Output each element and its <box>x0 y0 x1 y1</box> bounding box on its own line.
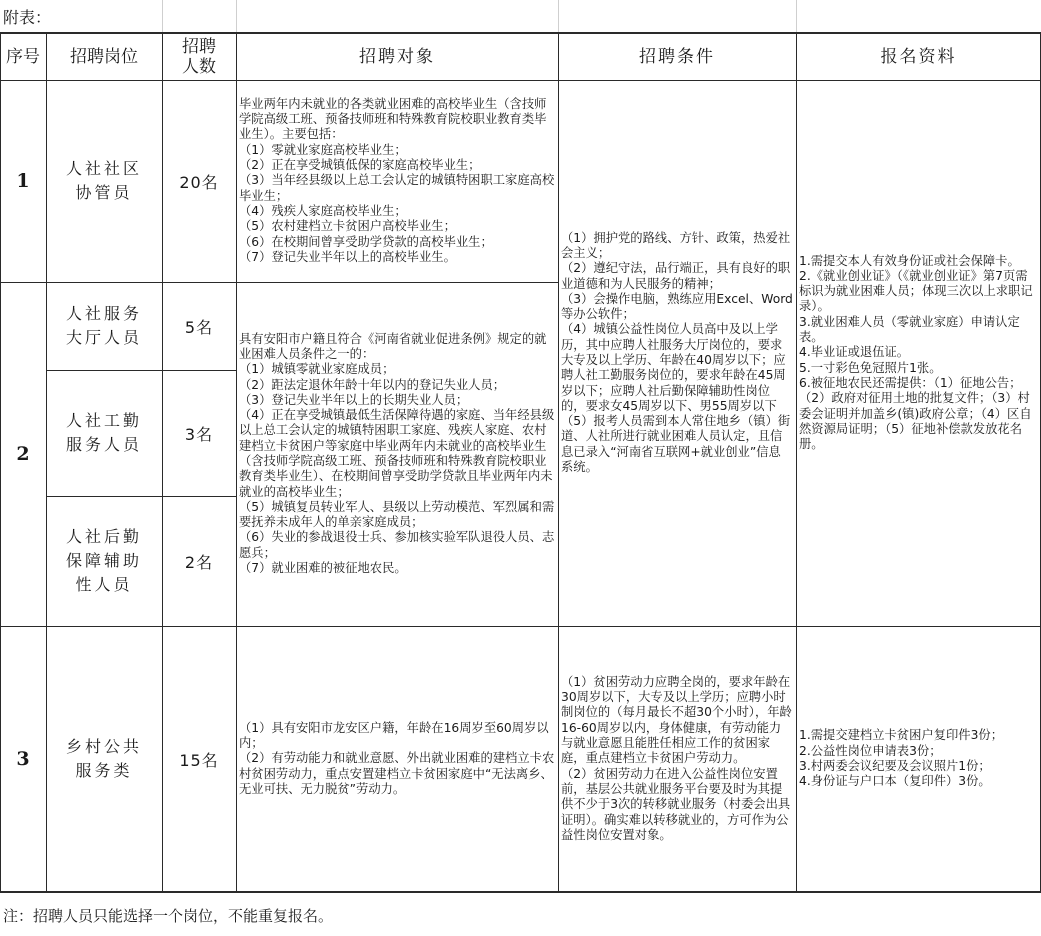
row-1-seq: 1 <box>16 170 30 192</box>
row-2c-count: 2名 <box>184 552 214 572</box>
table-border-bottom <box>0 891 1041 893</box>
row-3-seq: 3 <box>16 748 30 770</box>
row-1-position: 人社社区协管员 <box>65 159 142 202</box>
column-divider <box>46 33 47 892</box>
header-conditions: 招聘条件 <box>639 46 715 67</box>
table-heading: 附表： <box>3 8 52 27</box>
conditions-rows-1-2 <box>558 80 796 626</box>
header-materials: 报名资料 <box>880 46 957 67</box>
row-divider <box>46 496 236 497</box>
row-2-seq: 2 <box>16 443 30 465</box>
column-divider <box>796 33 797 892</box>
row-3-conditions-text: （1）贫困劳动力应聘全岗的，要求年龄在30周岁以下，大专及以上学历；应聘小时制岗位的（每月最长不超30个小时），年龄16-60周岁以内，身体健康，有劳动能力与就业意愿且能胜任相应工作的贫困家庭，重点建档立卡贫困户劳动力。 （2）贫困劳动力在进入公益性岗位安置前，基层公共就业服务平台要及时为其提供不少于3次的转移就业服务（村委会出具证明）。确实难以转移就业的，方可作为公益性岗位安置对象。 <box>561 674 792 842</box>
row-2-target <box>236 282 558 626</box>
row-2b-count: 3名 <box>184 424 214 444</box>
row-2a-position: 人社服务大厅人员 <box>65 304 142 347</box>
row-2c-position: 人社后勤保障辅助性人员 <box>65 527 142 594</box>
title-gridline <box>162 0 163 33</box>
header-target: 招聘对象 <box>359 46 435 67</box>
footnote: 注：招聘人员只能选择一个岗位，不能重复报名。 <box>3 907 334 925</box>
column-divider <box>558 33 559 892</box>
row-3-target-text: （1）具有安阳市龙安区户籍，年龄在16周岁至60周岁以内； （2）有劳动能力和就业意愿、外出就业困难的建档立卡农村贫困劳动力，重点安置建档立卡贫困家庭中“无法离乡、无业可扶、无力脱贫”劳动力。 <box>239 720 555 796</box>
title-gridline <box>236 0 237 33</box>
row-3-target <box>236 626 558 892</box>
row-3-position: 乡村公共服务类 <box>65 737 142 780</box>
table-border-left <box>0 33 1 892</box>
row-3-materials <box>796 626 1041 892</box>
materials-rows-1-2 <box>796 80 1041 626</box>
column-divider <box>162 33 163 892</box>
header-divider <box>0 80 1041 81</box>
row-2-target-text: 具有安阳市户籍且符合《河南省就业促进条例》规定的就业困难人员条件之一的： （1）城镇零就业家庭成员； （2）距法定退休年龄十年以内的登记失业人员； （3）登记失业半年以上的长期失业人员； （4）正在享受城镇最低生活保障待遇的家庭、当年经县级以上总工会认定的城镇特困职工家庭、残疾人家庭、农村建档立卡贫困户等家庭中毕业两年内未就业的高校毕业生（含技师学院高级工班、预备技师班和特殊教育院校职业教育类毕业生）、在校期间曾享受助学贷款且毕业两年内未就业的高校毕业生； （5）城镇复员转业军人、县级以上劳动模范、军烈属和需要抚养未成年人的单亲家庭成员； （6）失业的参战退役士兵、参加核实验军队退役人员、志愿兵； （7）就业困难的被征地农民。 <box>239 331 555 576</box>
row-1-count: 20名 <box>179 172 219 192</box>
row-1-target-text: 毕业两年内未就业的各类就业困难的高校毕业生（含技师学院高级工班、预备技师班和特殊教育院校职业教育类毕业生）。主要包括： （1）零就业家庭高校毕业生； （2）正在享受城镇低保的家庭高校毕业生； （3）当年经县级以上总工会认定的城镇特困职工家庭高校毕业生； （4）残疾人家庭高校毕业生； （5）农村建档立卡贫困户高校毕业生； （6）在校期间曾享受助学贷款的高校毕业生； （7）登记失业半年以上的高校毕业生。 <box>239 96 555 264</box>
title-gridline <box>796 0 797 33</box>
header-count: 招聘 人数 <box>182 36 216 77</box>
header-position: 招聘岗位 <box>70 46 138 67</box>
column-divider <box>236 33 237 892</box>
conditions-rows-1-2-text: （1）拥护党的路线、方针、政策，热爱社会主义； （2）遵纪守法，品行端正，具有良好的职业道德和为人民服务的精神； （3）会操作电脑，熟练应用Excel、Word等办公软件； （4）城镇公益性岗位人员高中及以上学历，其中应聘人社服务大厅岗位的，要求大专及以上学历、年龄在40周岁以下；应聘人社工勤服务岗位的，要求年龄在45周岁以下；应聘人社后勤保障辅助性岗位的，要求女45周岁以下、男55周岁以下 （5）报考人员需到本人常住地乡（镇）街道、人社所进行就业困难人员认定，且信息已录入“河南省互联网+就业创业”信息系统。 <box>561 230 793 475</box>
row-1-target <box>236 80 558 282</box>
header-seq: 序号 <box>6 46 40 67</box>
table-border-top <box>0 32 1041 34</box>
row-divider <box>0 282 558 283</box>
materials-rows-1-2-text: 1.需提交本人有效身份证或社会保障卡。 2.《就业创业证》（《就业创业证》第7页需标识为就业困难人员；体现三次以上求职记录）。 3.就业困难人员（零就业家庭）申请认定表。 4.毕业证或退伍证。 5.一寸彩色免冠照片1张。 6.被征地农民还需提供：（1）征地公告；（2）政府对征用土地的批复文件；（3）村委会证明并加盖乡(镇)政府公章；（4）区自然资源局证明；（5）征地补偿款发放花名册。 <box>799 253 1033 452</box>
row-3-count: 15名 <box>179 750 219 770</box>
row-divider <box>46 370 236 371</box>
row-2a-count: 5名 <box>184 317 214 337</box>
row-3-materials-text: 1.需提交建档立卡贫困户复印件3份； 2.公益性岗位申请表3份； 3.村两委会议纪要及会议照片1份； 4.身份证与户口本（复印件）3份。 <box>799 728 1004 789</box>
row-2b-position: 人社工勤服务人员 <box>65 411 142 454</box>
title-gridline <box>558 0 559 33</box>
row-3-conditions <box>558 626 796 892</box>
row-divider <box>0 626 1041 627</box>
